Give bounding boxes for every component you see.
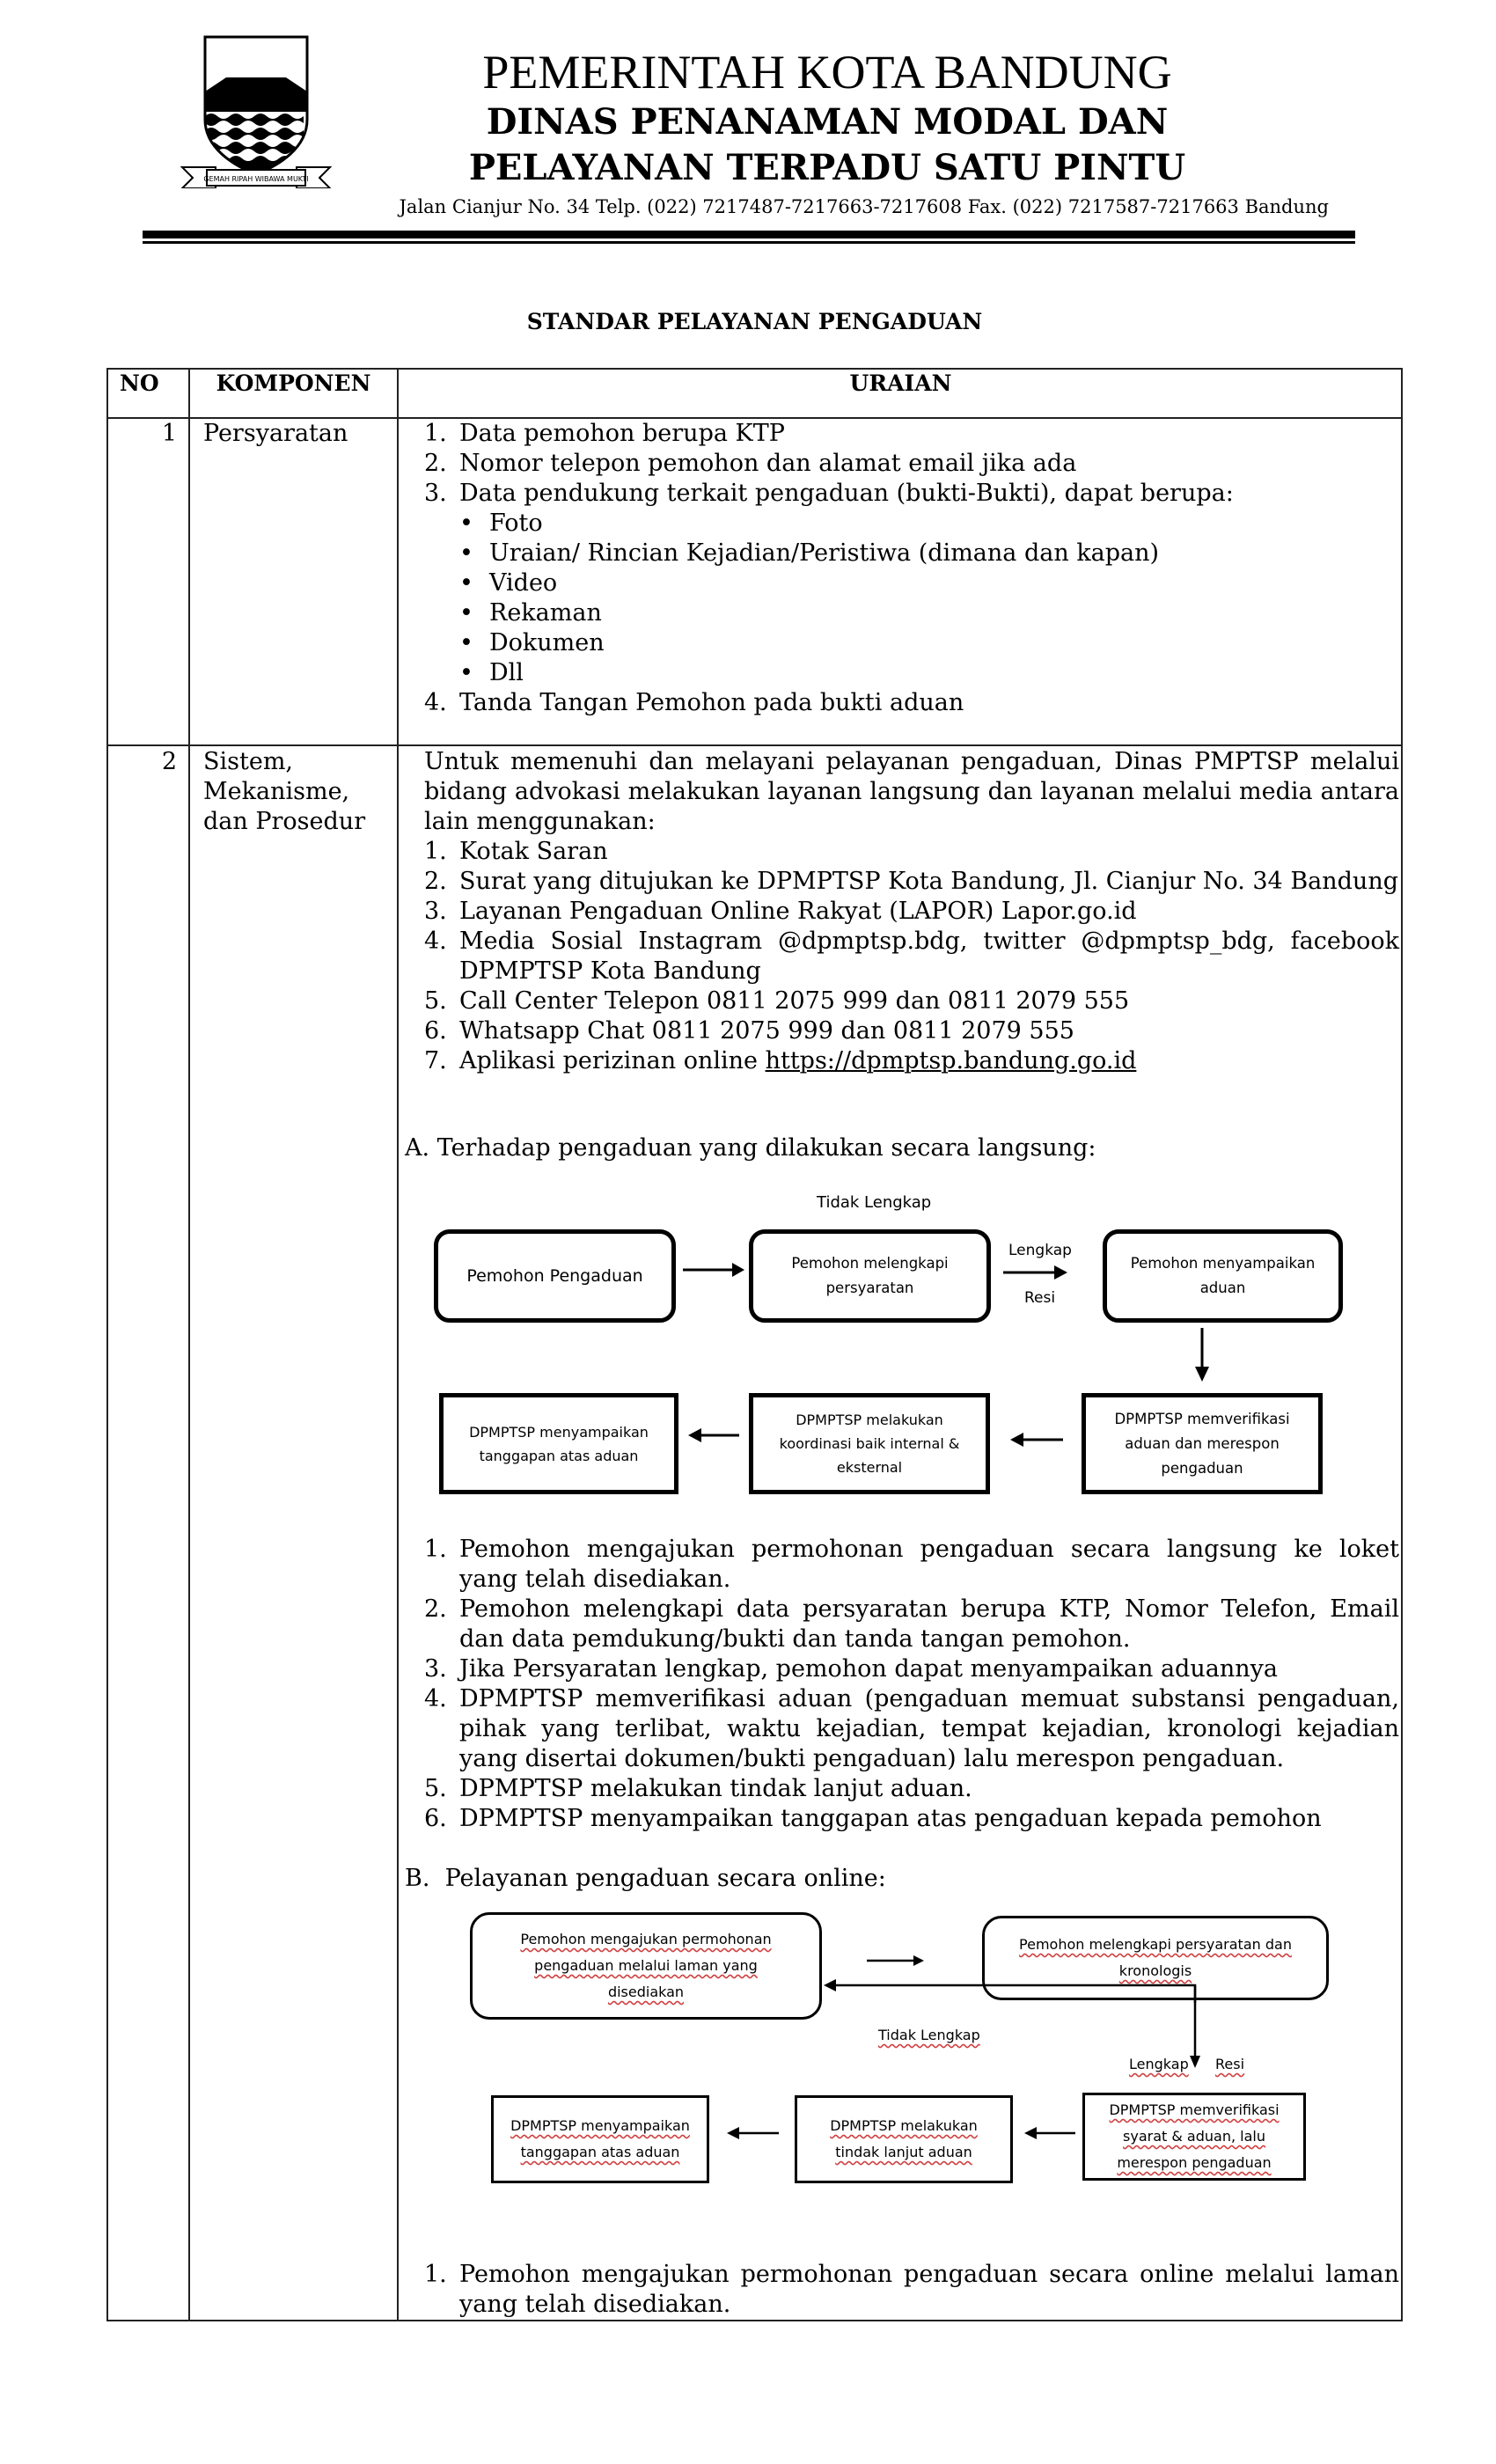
list-item: 1. Pemohon mengajukan permohonan pengaduan secara online melalui laman yang telah disediakan. bbox=[424, 2261, 1399, 2318]
flow-a-box-pemohon-pengaduan: Pemohon Pengaduan bbox=[434, 1229, 676, 1323]
list-item: 3. Data pendukung terkait pengaduan (bukti-Bukti), dapat berupa: bbox=[424, 480, 1234, 507]
komponen-line: Mekanisme, bbox=[203, 778, 350, 805]
list-item: 6. Whatsapp Chat 0811 2075 999 dan 0811 2079 555 bbox=[424, 1017, 1074, 1045]
bullet-item: • Dll bbox=[424, 658, 1399, 688]
online-complaint-steps bbox=[424, 2260, 1399, 2320]
bullet-item: • Rekaman bbox=[424, 598, 1399, 628]
list-item: 4. DPMPTSP memverifikasi aduan (pengaduan memuat substansi pengaduan, pihak yang terlibat, waktu kejadian, tempat kejadian, kronologi kejadian yang disertai dokumen/bukti pengaduan) lalu merespon pengaduan. bbox=[424, 1685, 1399, 1772]
list-item: 2. Surat yang ditujukan ke DPMPTSP Kota Bandung, Jl. Cianjur No. 34 Bandung bbox=[424, 868, 1398, 895]
header-no: NO bbox=[120, 370, 159, 396]
flow-a-box-melengkapi: Pemohon melengkapi persyaratan bbox=[749, 1229, 991, 1323]
list-item: 1. Pemohon mengajukan permohonan pengaduan secara langsung ke loket yang telah disediakan. bbox=[424, 1536, 1399, 1593]
list-item: 7. Aplikasi perizinan online https://dpmptsp.bandung.go.id bbox=[424, 1047, 1137, 1074]
flow-a-box-verifikasi: DPMPTSP memverifikasi aduan dan merespon pengaduan bbox=[1082, 1393, 1323, 1494]
flow-b-box-text: Pemohon melengkapi persyaratan dan kronologis bbox=[1019, 1936, 1292, 1979]
header-komponen: KOMPONEN bbox=[216, 370, 371, 396]
list-item: 5. DPMPTSP melakukan tindak lanjut aduan. bbox=[424, 1775, 972, 1802]
flow-a-box-menyampaikan-aduan: Pemohon menyampaikan aduan bbox=[1103, 1229, 1343, 1323]
komponen-line: dan Prosedur bbox=[203, 808, 366, 835]
section-b-heading: B. Pelayanan pengaduan secara online: bbox=[405, 1865, 886, 1892]
list-item: 3. Jika Persyaratan lengkap, pemohon dapat menyampaikan aduannya bbox=[424, 1655, 1278, 1683]
flow-a-label-lengkap: Lengkap bbox=[1008, 1242, 1072, 1259]
flow-b-box-text: Pemohon mengajukan permohonan pengaduan melalui laman yang disediakan bbox=[520, 1931, 772, 2000]
flow-b-label-tidak-lengkap: Tidak Lengkap bbox=[878, 2027, 980, 2043]
flow-a-label-tidak-lengkap: Tidak Lengkap bbox=[817, 1193, 932, 1212]
online-licensing-link[interactable]: https://dpmptsp.bandung.go.id bbox=[765, 1047, 1137, 1074]
svg-text:GEMAH RIPAH WIBAWA MUKTI: GEMAH RIPAH WIBAWA MUKTI bbox=[203, 175, 309, 183]
flow-b-box-text: DPMPTSP menyampaikan tanggapan atas aduan bbox=[510, 2117, 690, 2160]
agency-address: Jalan Cianjur No. 34 Telp. (022) 7217487-7217663-7217608 Fax. (022) 7217587-7217663 Bandung bbox=[399, 196, 1329, 217]
row-1-komponen: Persyaratan bbox=[203, 420, 348, 447]
list-item: 3. Layanan Pengaduan Online Rakyat (LAPOR) Lapor.go.id bbox=[424, 898, 1137, 925]
agency-name-line2: PELAYANAN TERPADU SATU PINTU bbox=[468, 147, 1186, 188]
list-item: 4. Media Sosial Instagram @dpmptsp.bdg, twitter @dpmptsp_bdg, facebook DPMPTSP Kota Bandung bbox=[424, 928, 1399, 985]
list-item: 5. Call Center Telepon 0811 2075 999 dan 0811 2079 555 bbox=[424, 987, 1130, 1015]
row-2-no: 2 bbox=[161, 748, 177, 775]
list-item: 2. Nomor telepon pemohon dan alamat email jika ada bbox=[424, 450, 1077, 477]
document-title: STANDAR PELAYANAN PENGADUAN bbox=[526, 309, 983, 334]
flow-b-box-text: DPMPTSP memverifikasi syarat & aduan, lalu merespon pengaduan bbox=[1109, 2101, 1280, 2171]
section-b-steps bbox=[424, 2260, 1399, 2320]
list-item: 1. Kotak Saran bbox=[424, 838, 608, 865]
flow-a-label-resi: Resi bbox=[1024, 1289, 1056, 1307]
komponen-line: Sistem, bbox=[203, 748, 294, 775]
flow-b-label-lengkap: Lengkap bbox=[1129, 2056, 1189, 2072]
bullet-item: • Dokumen bbox=[424, 628, 1399, 658]
header-uraian: URAIAN bbox=[849, 370, 952, 396]
flow-a-box-koordinasi: DPMPTSP melakukan koordinasi baik internal & eksternal bbox=[749, 1393, 990, 1494]
flow-b-label-resi: Resi bbox=[1215, 2056, 1245, 2072]
list-item: 1. Data pemohon berupa KTP bbox=[424, 420, 785, 447]
list-item: 4. Tanda Tangan Pemohon pada bukti aduan bbox=[424, 689, 964, 716]
list-item: 2. Pemohon melengkapi data persyaratan berupa KTP, Nomor Telefon, Email dan data pemdukung/bukti dan tanda tangan pemohon. bbox=[424, 1595, 1399, 1653]
government-name: PEMERINTAH KOTA BANDUNG bbox=[482, 46, 1172, 99]
bullet-item: • Video bbox=[424, 568, 1399, 598]
row-1-no: 1 bbox=[161, 420, 177, 447]
bullet-item: • Foto bbox=[424, 509, 1399, 539]
list-item: 6. DPMPTSP menyampaikan tanggapan atas pengaduan kepada pemohon bbox=[424, 1805, 1322, 1832]
flow-a-box-tanggapan: DPMPTSP menyampaikan tanggapan atas aduan bbox=[439, 1393, 678, 1494]
section-a-heading: A. Terhadap pengaduan yang dilakukan secara langsung: bbox=[405, 1134, 1096, 1162]
flow-b-box-text: DPMPTSP melakukan tindak lanjut aduan bbox=[830, 2117, 978, 2160]
bullet-item: • Uraian/ Rincian Kejadian/Peristiwa (dimana dan kapan) bbox=[424, 539, 1399, 568]
agency-name-line1: DINAS PENANAMAN MODAL DAN bbox=[486, 101, 1169, 143]
row-2-intro: Untuk memenuhi dan melayani pelayanan pengaduan, Dinas PMPTSP melalui bidang advokasi melakukan layanan langsung dan layanan melalui media antara lain menggunakan: bbox=[424, 748, 1399, 835]
